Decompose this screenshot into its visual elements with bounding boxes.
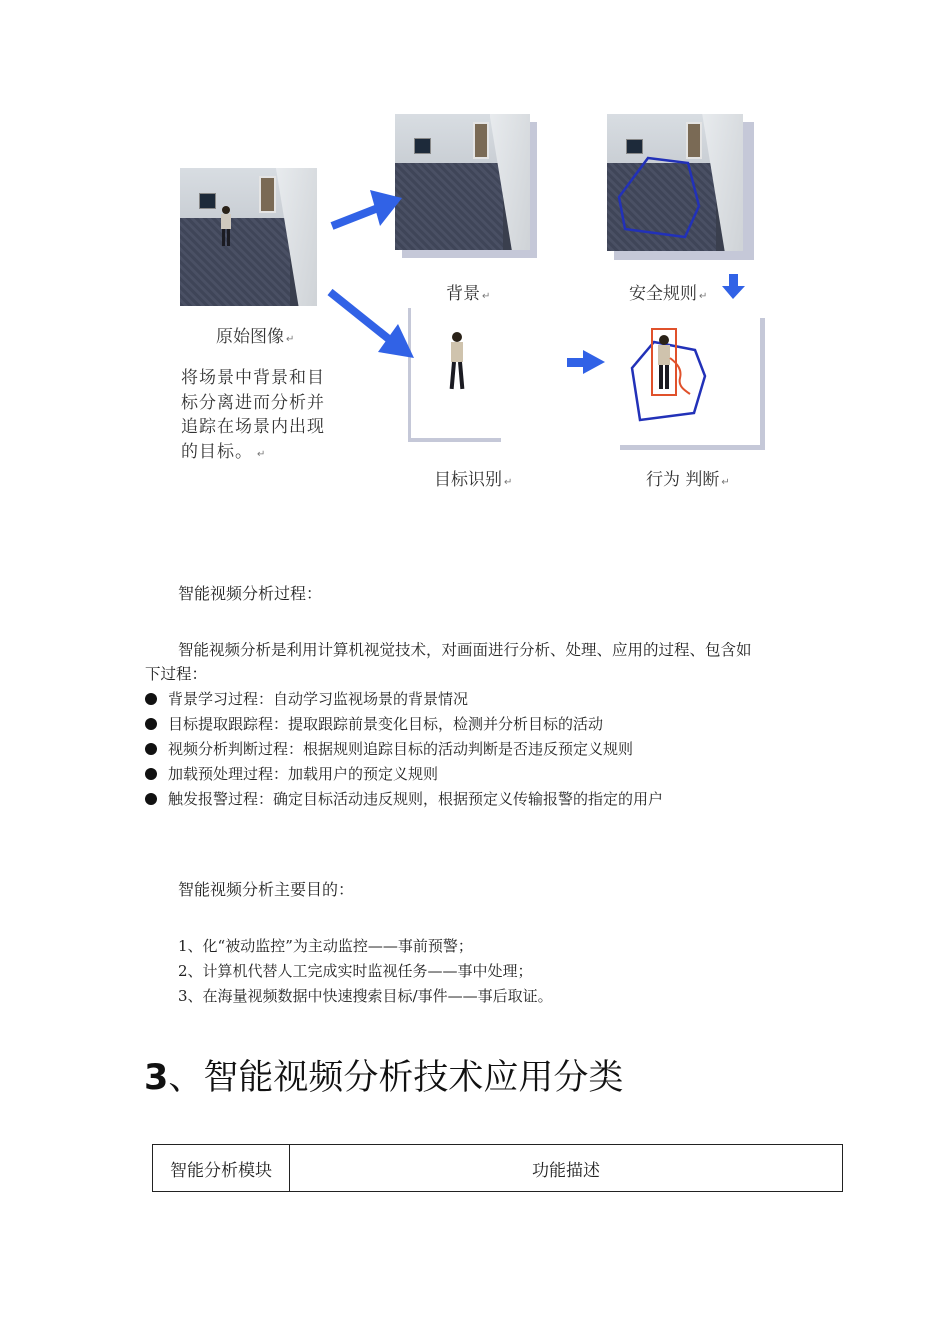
caption-target-recognition: 目标识别 ↵ — [434, 470, 513, 490]
list-item: 视频分析判断过程：根据规则追踪目标的活动判断是否违反预定义规则 — [145, 738, 633, 759]
process-title: 智能视频分析过程： — [178, 584, 323, 603]
process-intro-line1: 智能视频分析是利用计算机视觉技术，对画面进行分析、处理、应用的过程、包含如 — [178, 641, 752, 659]
list-item: 1、化“被动监控”为主动监控——事前预警； — [178, 937, 473, 955]
arrow-to-judgment — [567, 350, 605, 374]
list-item: 2、计算机代替人工完成实时监视任务——事中处理； — [178, 962, 533, 980]
list-item: 3、在海量视频数据中快速搜索目标/事件——事后取证。 — [178, 987, 553, 1005]
list-item: 目标提取跟踪程：提取跟踪前景变化目标，检测并分析目标的活动 — [145, 713, 603, 734]
arrow-rule-down — [722, 274, 745, 299]
caption-safety-rule: 安全规则 ↵ — [629, 284, 708, 304]
flow-arrows — [320, 180, 770, 380]
process-intro-line2: 下过程： — [145, 665, 208, 683]
caption-behavior-judgment: 行为 判断 ↵ — [646, 470, 730, 490]
caption-background: 背景 ↵ — [446, 284, 491, 304]
arrow-to-background — [332, 190, 402, 226]
module-table — [152, 1144, 843, 1192]
table-header-row — [153, 1145, 843, 1192]
table-header-module: 智能分析模块 — [153, 1145, 290, 1192]
person-figure — [216, 204, 236, 248]
caption-original: 原始图像 ↵ — [216, 327, 295, 347]
section-heading: 3、智能视频分析技术应用分类 — [144, 1058, 624, 1098]
list-item: 加载预处理过程：加载用户的预定义规则 — [145, 763, 438, 784]
table-header-description: 功能描述 — [290, 1145, 843, 1192]
original-camera-image — [180, 168, 317, 306]
list-item: 触发报警过程：确定目标活动违反规则，根据预定义传输报警的指定的用户 — [145, 788, 663, 809]
list-item: 背景学习过程：自动学习监视场景的背景情况 — [145, 688, 468, 709]
arrow-to-target — [330, 292, 414, 358]
goal-title: 智能视频分析主要目的： — [178, 880, 355, 899]
figure-description: 将场景中背景和目 标分离进而分析并 追踪在场景内出现 的目标。 ↵ — [181, 368, 325, 462]
